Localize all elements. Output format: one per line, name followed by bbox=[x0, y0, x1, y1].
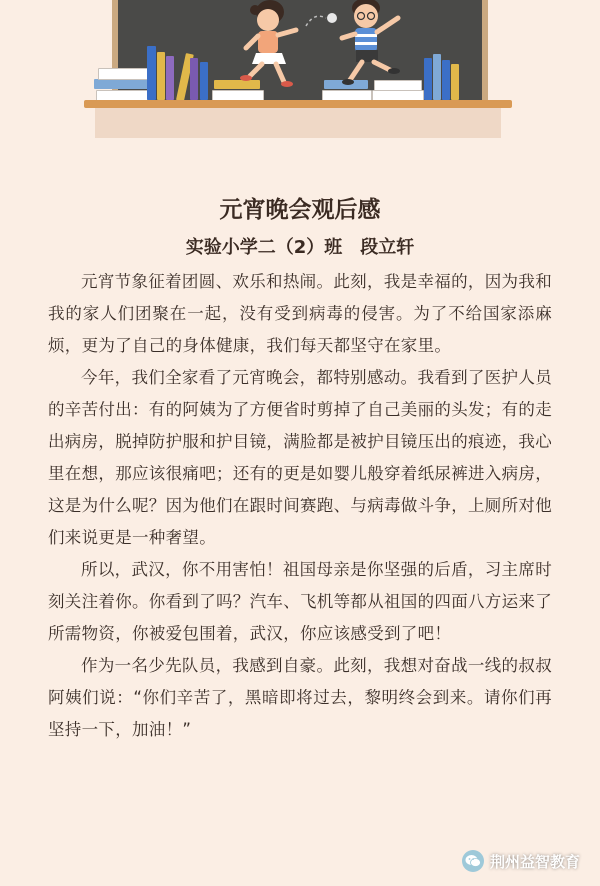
book bbox=[190, 58, 198, 100]
article-paragraph: 元宵节象征着团圆、欢乐和热闹。此刻，我是幸福的，因为我和我的家人们团聚在一起，没有受到病毒的侵害。为了不给国家添麻烦，更为了自己的身体健康，我们每天都坚守在家里。 bbox=[48, 272, 552, 355]
book bbox=[451, 64, 459, 100]
article-paragraph: 今年，我们全家看了元宵晚会，都特别感动。我看到了医护人员的辛苦付出：有的阿姨为了方便省时剪掉了自己美丽的头发；有的走出病房，脱掉防护服和护目镜，满脸都是被护目镜压出的痕迹，我心里在想，那应该很痛吧；还有的更是如婴儿般穿着纸尿裤进入病房，这是为什么呢？因为他们在跟时间赛跑、与病毒做斗争，上厕所对他们来说更是一种奢望。 bbox=[48, 368, 552, 547]
book bbox=[98, 68, 148, 80]
article bbox=[0, 190, 600, 746]
wechat-icon bbox=[462, 850, 484, 872]
book bbox=[157, 52, 165, 100]
header-illustration bbox=[0, 0, 600, 150]
book bbox=[442, 60, 450, 100]
book bbox=[424, 58, 432, 100]
article-body bbox=[0, 266, 600, 746]
ledge-shadow bbox=[95, 108, 501, 138]
article-title: 元宵晚会观后感 bbox=[219, 197, 381, 223]
article-byline: 实验小学二（2）班 段立轩 bbox=[185, 237, 415, 258]
running-boy-illustration bbox=[330, 0, 420, 92]
chalk-ledge bbox=[84, 100, 512, 108]
running-girl-illustration bbox=[224, 0, 314, 90]
book bbox=[433, 54, 441, 100]
watermark-text: 荆州益智教育 bbox=[489, 852, 580, 871]
book bbox=[147, 46, 156, 100]
book bbox=[200, 62, 208, 100]
watermark bbox=[462, 850, 580, 872]
article-paragraph: 作为一名少先队员，我感到自豪。此刻，我想对奋战一线的叔叔阿姨们说：“你们辛苦了，黑暗即将过去，黎明终会到来。请你们再坚持一下，加油！” bbox=[48, 656, 552, 739]
article-paragraph: 所以，武汉，你不用害怕！祖国母亲是你坚强的后盾，习主席时刻关注着你。你看到了吗？汽车、飞机等都从祖国的四面八方运来了所需物资，你被爱包围着，武汉，你应该感受到了吧！ bbox=[48, 560, 552, 643]
book bbox=[94, 79, 148, 89]
book bbox=[166, 56, 174, 100]
